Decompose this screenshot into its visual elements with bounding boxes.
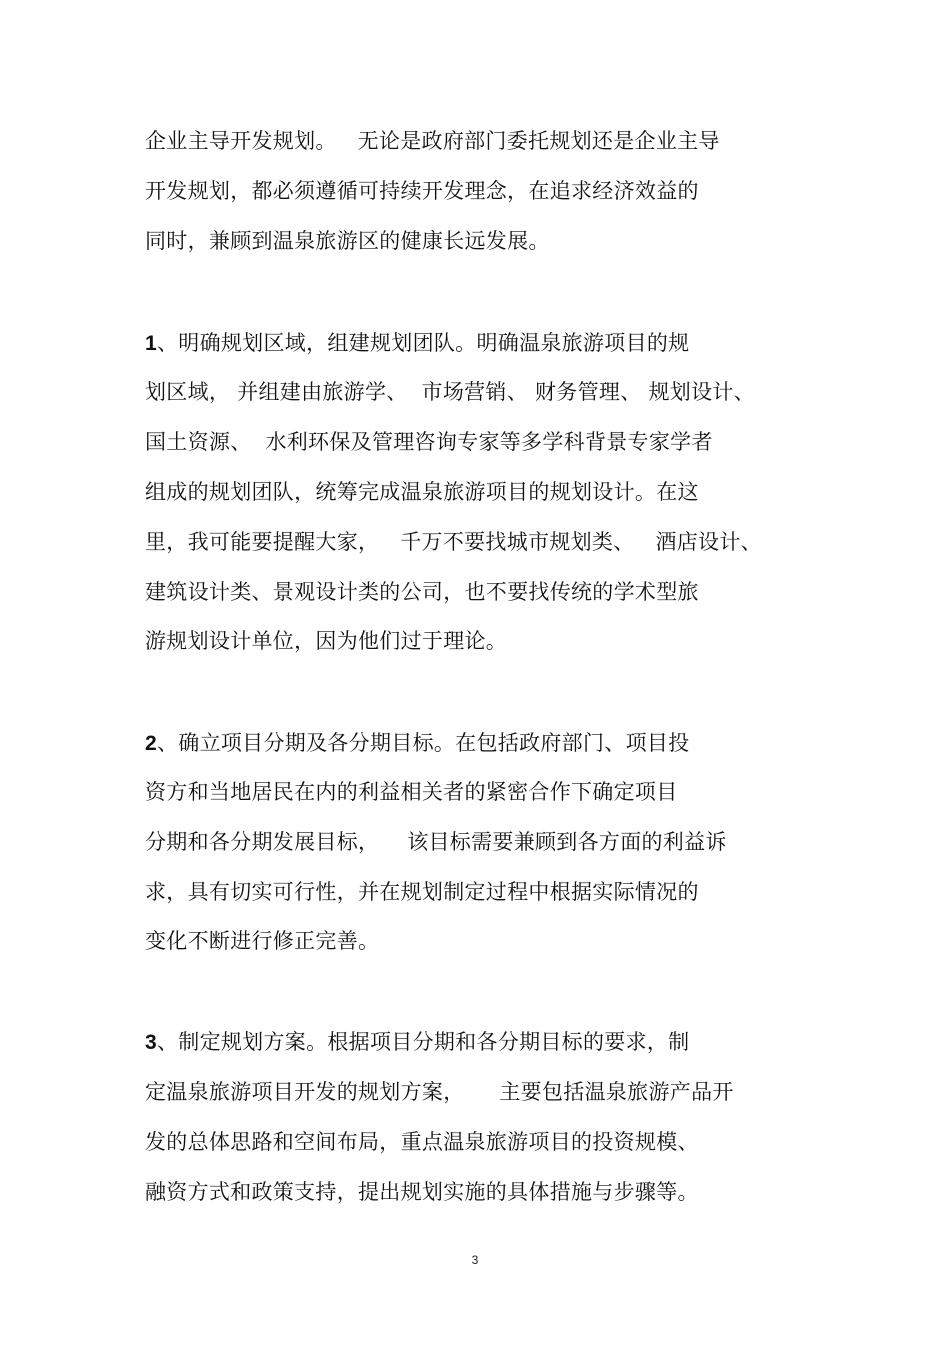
item-2-text: 、确立项目分期及各分期目标。在包括政府部门、项目投 bbox=[156, 731, 690, 755]
item-2-line-2: 资方和当地居民在内的利益相关者的紧密合作下确定项目 bbox=[145, 780, 678, 804]
item-3-line-3: 发的总体思路和空间布局，重点温泉旅游项目的投资规模、 bbox=[145, 1130, 699, 1154]
item-1-line-2: 划区域， 并组建由旅游学、 市场营销、 财务管理、 规划设计、 bbox=[145, 380, 755, 404]
item-1-line-7: 游规划设计单位，因为他们过于理论。 bbox=[145, 629, 508, 653]
item-3-number: 3 bbox=[145, 1031, 157, 1054]
item-1-line-1 bbox=[145, 331, 689, 356]
item-1-line-5: 里，我可能要提醒大家， 千万不要找城市规划类、 酒店设计、 bbox=[145, 530, 762, 554]
item-2-line-4: 求，具有切实可行性，并在规划制定过程中根据实际情况的 bbox=[145, 880, 699, 904]
item-1-line-4: 组成的规划团队，统筹完成温泉旅游项目的规划设计。在这 bbox=[145, 480, 699, 504]
item-2-number: 2 bbox=[145, 732, 157, 755]
item-2-line-5: 变化不断进行修正完善。 bbox=[145, 929, 380, 953]
item-1-line-6: 建筑设计类、景观设计类的公司，也不要找传统的学术型旅 bbox=[145, 580, 699, 604]
item-2-line-1 bbox=[145, 731, 689, 756]
item-1-text: 、明确规划区域，组建规划团队。明确温泉旅游项目的规 bbox=[156, 331, 690, 355]
intro-line-1: 企业主导开发规划。 无论是政府部门委托规划还是企业主导 bbox=[145, 129, 720, 153]
item-2-line-3: 分期和各分期发展目标， 该目标需要兼顾到各方面的利益诉 bbox=[145, 830, 727, 854]
item-3-line-4: 融资方式和政策支持，提出规划实施的具体措施与步骤等。 bbox=[145, 1180, 699, 1204]
intro-line-3: 同时，兼顾到温泉旅游区的健康长远发展。 bbox=[145, 229, 550, 253]
item-1-number: 1 bbox=[145, 332, 157, 355]
item-3-line-1 bbox=[145, 1030, 689, 1055]
item-3-line-2: 定温泉旅游项目开发的规划方案， 主要包括温泉旅游产品开 bbox=[145, 1080, 734, 1104]
item-3-text: 、制定规划方案。根据项目分期和各分期目标的要求，制 bbox=[156, 1030, 690, 1054]
intro-line-2: 开发规划，都必须遵循可持续开发理念，在追求经济效益的 bbox=[145, 179, 699, 203]
page-number: 3 bbox=[471, 1253, 479, 1267]
item-1-line-3: 国土资源、 水利环保及管理咨询专家等多学科背景专家学者 bbox=[145, 430, 713, 454]
